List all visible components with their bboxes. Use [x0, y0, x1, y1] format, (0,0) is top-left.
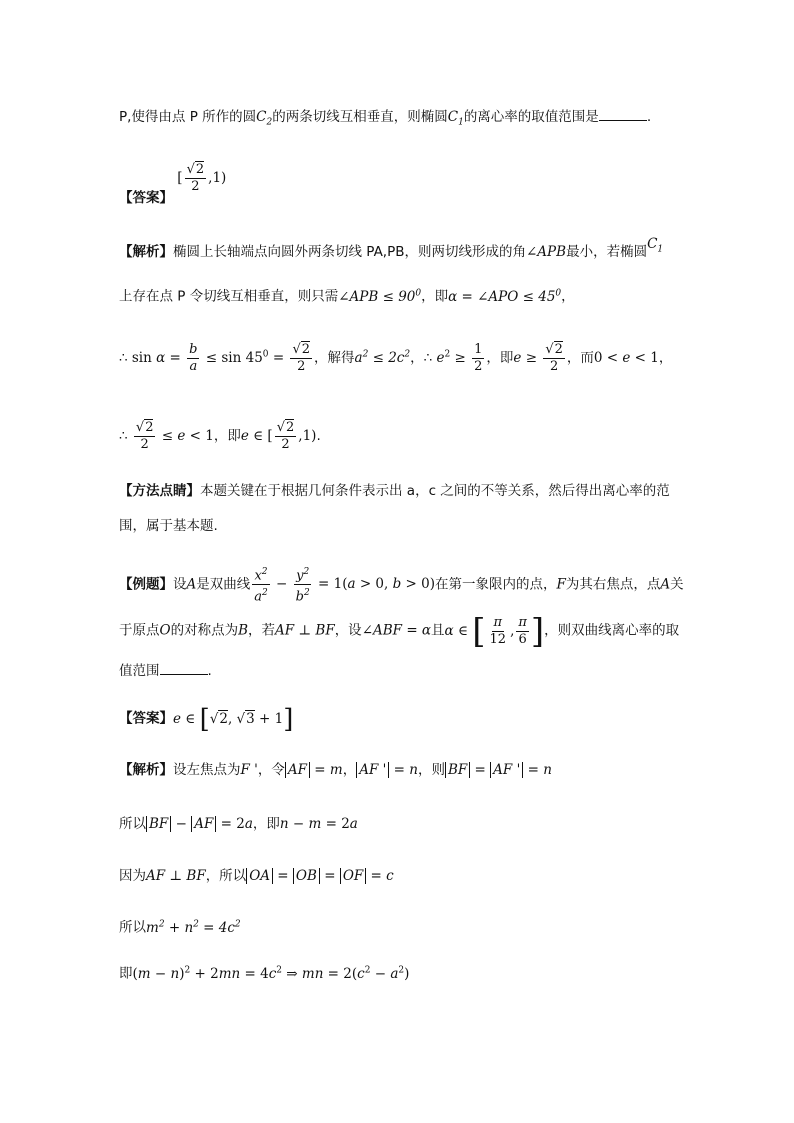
math-af-m: AF = m [285, 762, 343, 778]
text: 围，属于基本题. [119, 518, 218, 534]
solution-1-line-3 [119, 342, 672, 375]
math-alpha: α = ∠APO ≤ $45^0$ [448, 288, 562, 305]
example-line-2 [119, 611, 680, 651]
answer-blank [160, 660, 208, 675]
text: 且 [431, 622, 445, 639]
math-o: O [159, 622, 171, 639]
text: 最小，若椭圆 [566, 244, 648, 260]
solution-2-line-1 [119, 760, 552, 780]
text: ， [658, 350, 673, 366]
math-e-range: 0 < e < 1 [593, 350, 659, 366]
text: P,使得由点 P 所作的圆 [119, 109, 257, 125]
math-angle-apb: ∠APB [526, 244, 567, 260]
text: 在第一象限内的点， [435, 576, 557, 593]
text: 于原点 [119, 622, 160, 639]
text: 是双曲线 [196, 576, 251, 593]
math-c1: $C_1$ [447, 109, 464, 128]
example-line-1 [119, 564, 684, 606]
solution-2-line-5 [119, 960, 409, 984]
math-af-n: AF ' = n [356, 762, 418, 778]
text: 即 [119, 965, 133, 982]
math-sin: ∴ sin α = $\frac{b}{a}$ ≤ $\sin 45^0$ = $\frac{√2}{2}$ [119, 342, 311, 374]
text: 的对称点为 [170, 622, 239, 639]
problem-line-1 [119, 106, 651, 133]
answer-label: 【答案】 [119, 190, 173, 206]
text: ，而 [566, 350, 594, 366]
text: 为其右焦点，点 [565, 576, 661, 593]
solution-2-line-4 [119, 914, 241, 938]
text: ，令 [257, 762, 285, 778]
math-answer-1: [ $\frac{√2}{2}$ ,1) [177, 162, 227, 194]
math-e-in: e ∈ [ $\frac{√2}{2}$ ,1) [240, 420, 317, 452]
text: ， [410, 350, 424, 366]
text: ，即 [252, 816, 280, 832]
math-alpha-range: α ∈ [ $\frac{\pi}{12}$ , $\frac{\pi}{6}$ ] [444, 611, 545, 651]
text: ，若 [248, 622, 275, 639]
solution-label: 【解析】 [119, 244, 173, 260]
text: 关 [670, 576, 684, 593]
solution-1-line-1 [119, 236, 664, 268]
math-oa: OA = OB = OF = c [246, 868, 394, 884]
text: ， [342, 762, 357, 778]
text: ，设 [334, 622, 362, 639]
text: 设 [173, 576, 187, 593]
math-f-prime: F ' [240, 762, 258, 778]
math-perp: AF ⊥ BF [146, 868, 206, 884]
math-b: B [238, 622, 248, 639]
method-tip-line-2 [119, 516, 218, 536]
text: 值范围 [119, 663, 160, 679]
math-perp: AF ⊥ BF [275, 622, 335, 639]
math-diff: BF − AF = 2a [146, 816, 253, 832]
math-e2: ∴ $e^2$ ≥ $\frac{1}{2}$ [423, 342, 483, 374]
math-a2: $a^2 \le 2c^2$ [354, 349, 411, 366]
math-f: F [556, 576, 566, 593]
solution-2-line-2 [119, 814, 358, 834]
solution-1-line-4: ∴ $\frac{√2}{2}$ ≤ e < 1，即e ∈ [ $\frac{√2}{2}$ ,1). [119, 420, 321, 452]
solution-label: 【解析】 [119, 762, 173, 778]
math-nm: n − m = 2a [279, 816, 358, 832]
text: ， [561, 288, 575, 305]
math-answer-2: e ∈ [√2, √3 + 1] [173, 704, 294, 734]
math-a: A [186, 576, 197, 593]
answer-2 [119, 702, 293, 736]
text: ，解得 [314, 350, 355, 366]
text: ，则 [417, 762, 445, 778]
text: 所以 [119, 919, 146, 936]
math-angle-abf: ∠ABF = α [361, 622, 432, 639]
solution-1-line-2 [119, 283, 575, 307]
math-a: A [660, 576, 671, 593]
math-c2: $C_2$ [256, 109, 273, 128]
math-conclusion: ∴ $\frac{√2}{2}$ ≤ e < 1 [119, 420, 214, 452]
math-condition: ∠APB ≤ $90^0$ [338, 288, 422, 305]
text: 的离心率的取值范围是 [463, 109, 599, 125]
text: 设左焦点为 [173, 762, 241, 778]
math-c1: $C_1$ [647, 236, 664, 255]
math-mn: $(m - n)^2 + 2mn = 4c^2$ ⇒ mn = $2(c^2 - a^2)$ [132, 965, 410, 982]
answer-label: 【答案】 [119, 710, 173, 727]
text: 椭圆上长轴端点向圆外两条切线 PA,PB，则两切线形成的角 [173, 244, 526, 260]
math-bf-eq: BF = AF ' = n [445, 762, 552, 778]
text: ，则双曲线离心率的取 [544, 622, 680, 639]
example-line-3: 值范围 . [119, 660, 212, 681]
text: 的两条切线互相垂直，则椭圆 [272, 109, 448, 125]
text: ，即 [486, 350, 514, 366]
example-label: 【例题】 [119, 576, 173, 593]
math-e-ge: e ≥ $\frac{√2}{2}$ [513, 342, 563, 374]
text: 上存在点 P 令切线互相垂直，则只需 [119, 288, 339, 305]
text: 因为 [119, 868, 146, 884]
method-tip-line-1 [119, 481, 670, 501]
math-sum-squares: $m^2 + n^2 = 4c^2$ [146, 919, 241, 936]
text: 所以 [119, 816, 146, 832]
text: 本题关键在于根据几何条件表示出 a，c 之间的不等关系，然后得出离心率的范 [200, 483, 670, 499]
text: ，即 [421, 288, 449, 305]
math-hyperbola: $\frac{x^2}{a^2}$ − $\frac{y^2}{b^2}$ = 1(a > 0, b > 0) [250, 576, 435, 592]
tip-label: 【方法点睛】 [119, 483, 200, 499]
text: ，所以 [205, 868, 247, 884]
text: . [646, 109, 652, 125]
answer-1 [119, 162, 227, 206]
solution-2-line-3 [119, 866, 394, 886]
answer-blank [599, 106, 647, 121]
text: ，即 [213, 428, 241, 444]
